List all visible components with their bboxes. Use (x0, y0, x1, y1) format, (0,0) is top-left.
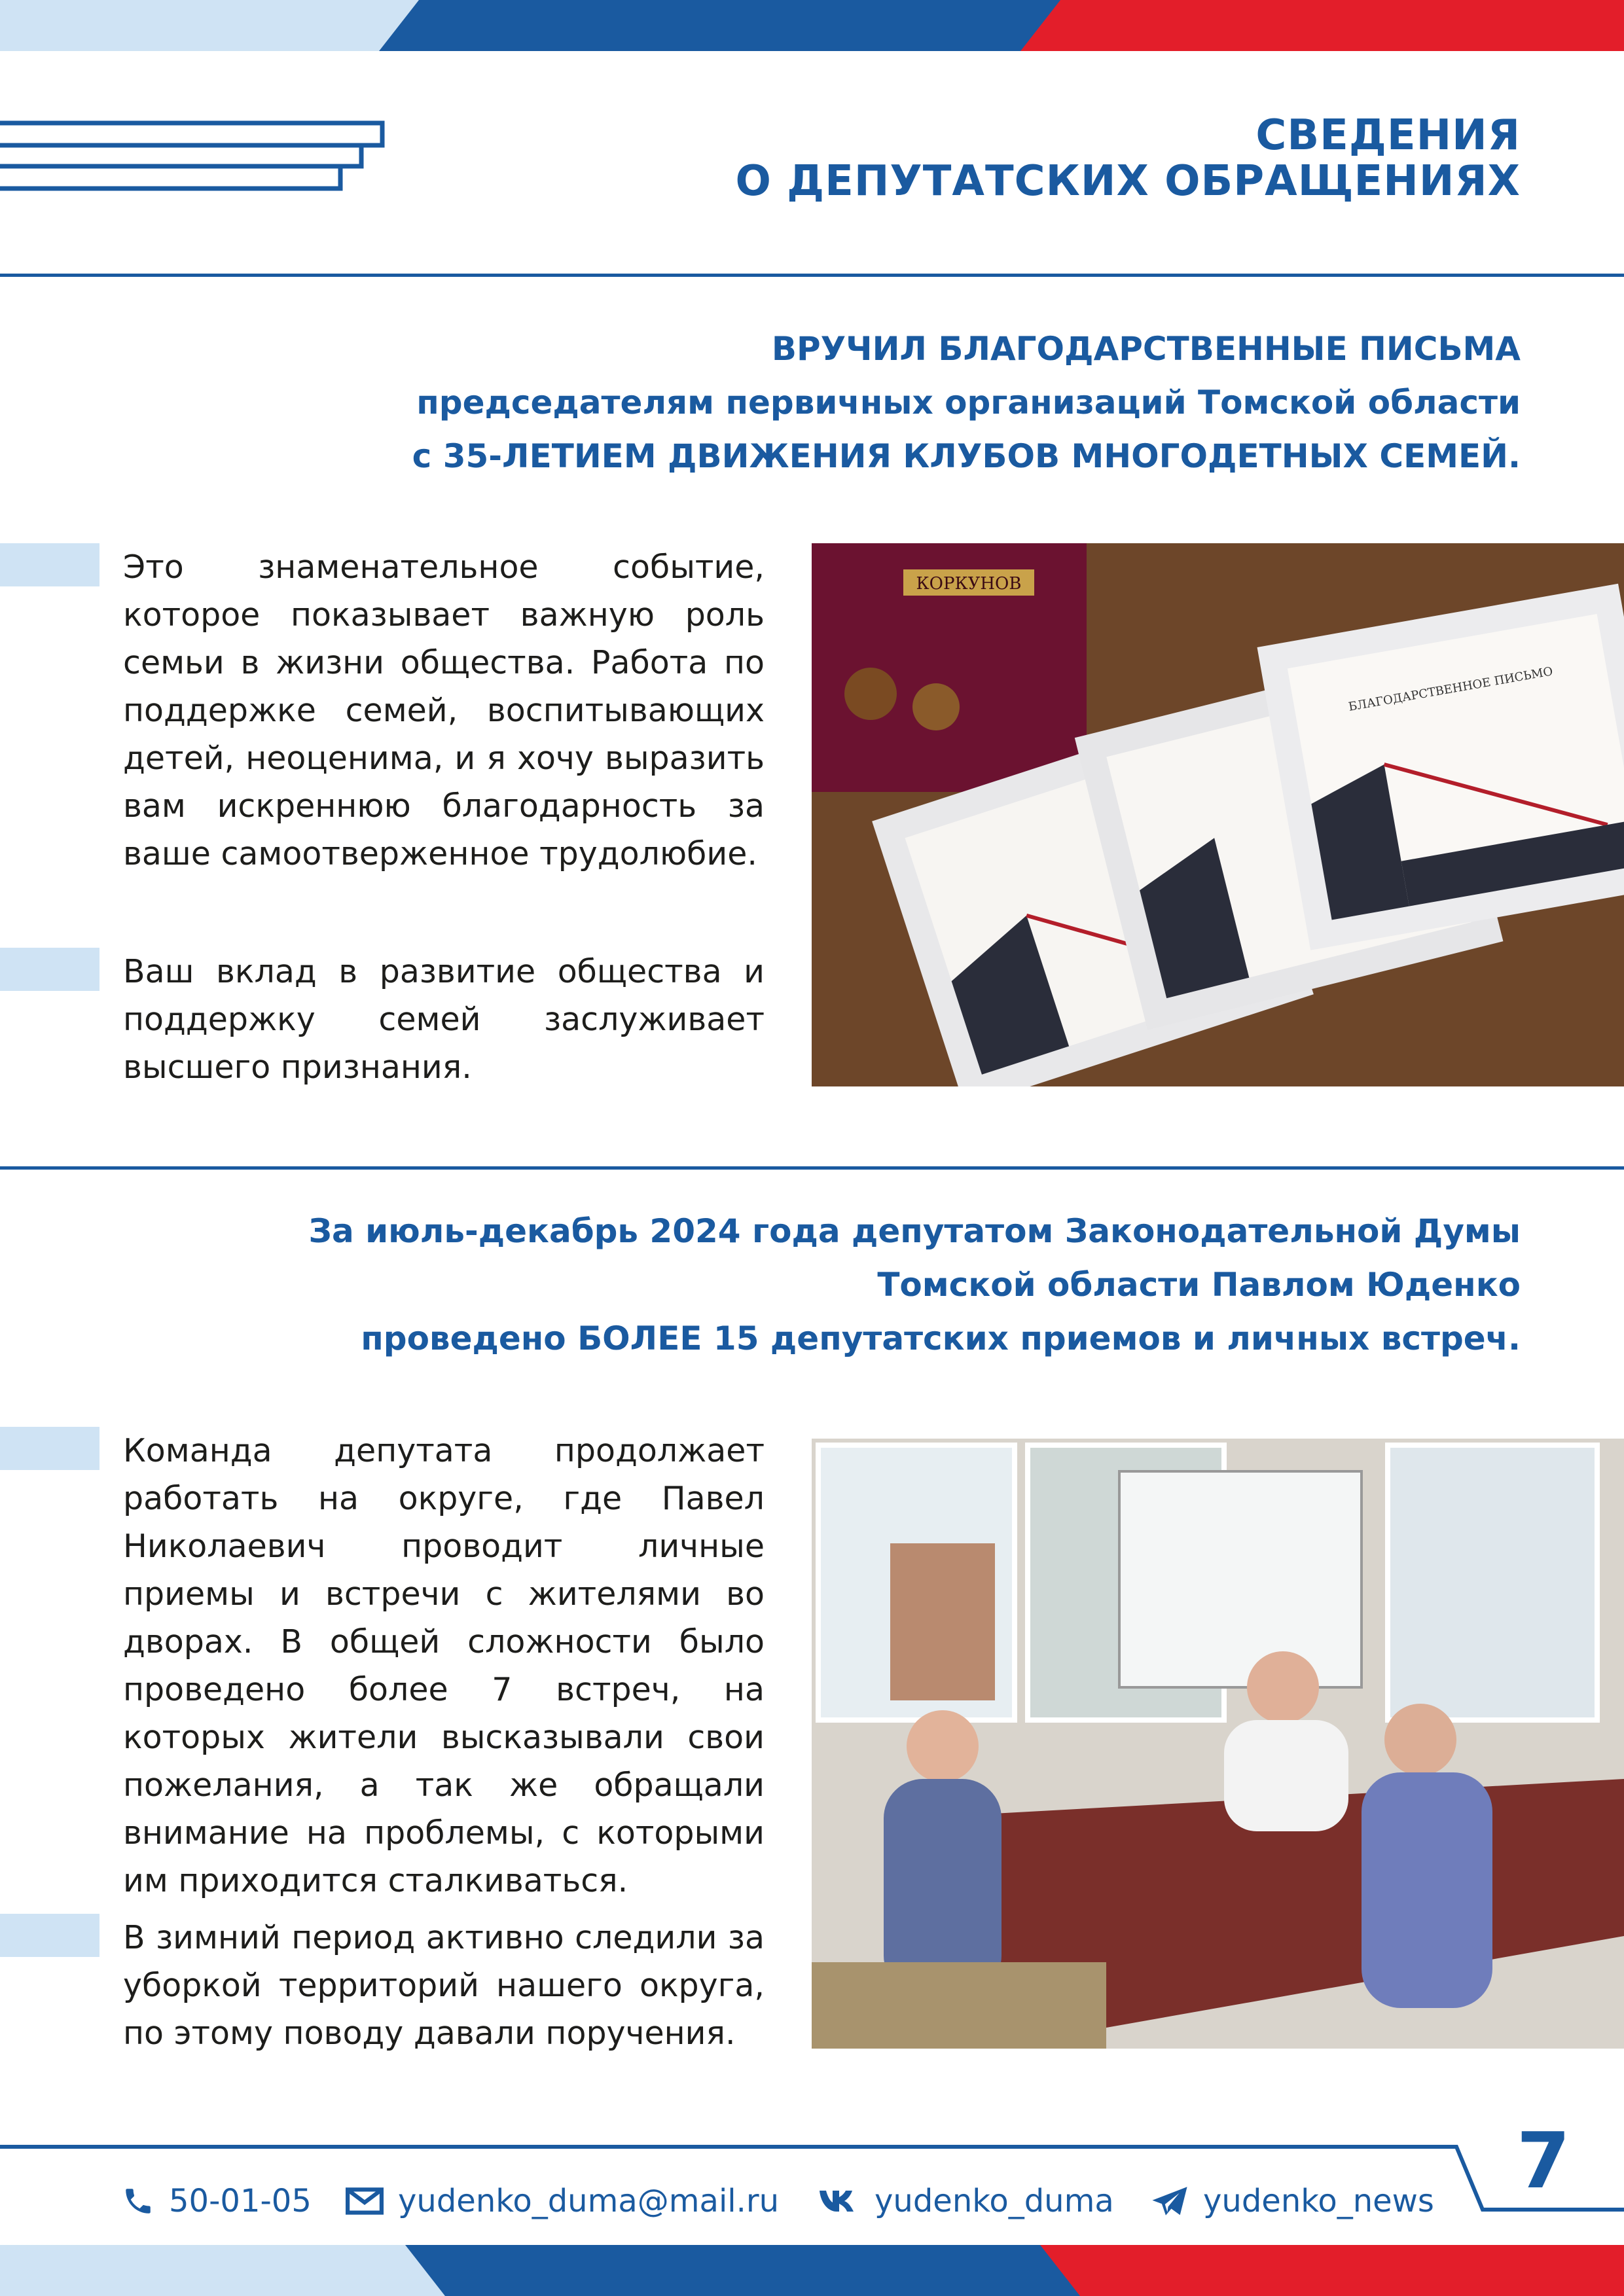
certificate-title: БЛАГОДАРСТВЕННОЕ ПИСЬМО (1347, 664, 1554, 714)
footer-email[interactable] (346, 2172, 779, 2231)
page-title-line2: О ДЕПУТАТСКИХ ОБРАЩЕНИЯХ (735, 157, 1521, 206)
section2-paragraph2: В зимний период активно следили за уборкой территорий нашего округа, по этому поводу давали поручения. (123, 1919, 765, 2052)
section1-paragraph1: Это знаменательное событие, которое показывает важную роль семьи в жизни общества. Работа по поддержке семей, воспитывающих детей, неоценима, и я хочу выразить вам искреннюю благодарность за ваше самоотверженное трудолюбие. (123, 548, 765, 872)
page-title (735, 113, 1521, 204)
vk-icon (818, 2188, 860, 2214)
section-divider (0, 1166, 1624, 1170)
page-number: 7 (1516, 2115, 1570, 2206)
mail-icon (346, 2187, 384, 2215)
header-stripes-decoration (0, 118, 393, 196)
photo-meeting (812, 1439, 1624, 2049)
top-color-band (0, 0, 1624, 51)
telegram-text: yudenko_news (1203, 2183, 1434, 2219)
section2-heading-line1: За июль-декабрь 2024 года депутатом Законодательной Думы (308, 1212, 1521, 1250)
footer-telegram[interactable] (1151, 2172, 1434, 2231)
photo-certificates (812, 543, 1624, 1086)
section1-paragraph2: Ваш вклад в развитие общества и поддержку семей заслуживает высшего признания. (123, 953, 765, 1086)
section2-heading (308, 1204, 1521, 1365)
section1-heading-line2: председателям первичных организаций Томской области (416, 384, 1521, 422)
section2-paragraph1: Команда депутата продолжает работать на округе, где Павел Николаевич проводит личные приемы и встречи с жителями во дворах. В общей сложности было проведено более 7 встреч, на которых жители высказывали свои пожелания, а так же обращали внимание на проблемы, с которыми им приходится сталкиваться. (123, 1432, 765, 1899)
phone-text: 50-01-05 (169, 2183, 312, 2219)
section1-heading-line3: с 35-ЛЕТИЕМ ДВИЖЕНИЯ КЛУБОВ МНОГОДЕТНЫХ СЕМЕЙ. (412, 437, 1521, 475)
telegram-icon (1151, 2185, 1189, 2217)
paragraph-marker (0, 948, 99, 991)
bottom-color-band (0, 2245, 1624, 2296)
section2-heading-line2: Томской области Павлом Юденко (877, 1266, 1521, 1304)
page-title-line1: СВЕДЕНИЯ (1255, 111, 1521, 160)
header-divider (0, 274, 1624, 277)
footer-phone[interactable] (122, 2172, 312, 2231)
paragraph-marker (0, 1427, 99, 1470)
candy-brand-label: КОРКУНОВ (916, 574, 1022, 594)
phone-icon (122, 2183, 154, 2219)
paragraph-marker (0, 1914, 99, 1957)
section2-heading-line3: проведено БОЛЕЕ 15 депутатских приемов и личных встреч. (361, 1319, 1521, 1357)
section1-heading (412, 322, 1521, 483)
footer-contacts (0, 2172, 1624, 2231)
section1-heading-line1: ВРУЧИЛ БЛАГОДАРСТВЕННЫЕ ПИСЬМА (771, 330, 1521, 368)
paragraph-marker (0, 543, 99, 586)
vk-text: yudenko_duma (875, 2183, 1114, 2219)
footer-vk[interactable] (818, 2172, 1114, 2231)
email-text: yudenko_duma@mail.ru (398, 2183, 780, 2219)
